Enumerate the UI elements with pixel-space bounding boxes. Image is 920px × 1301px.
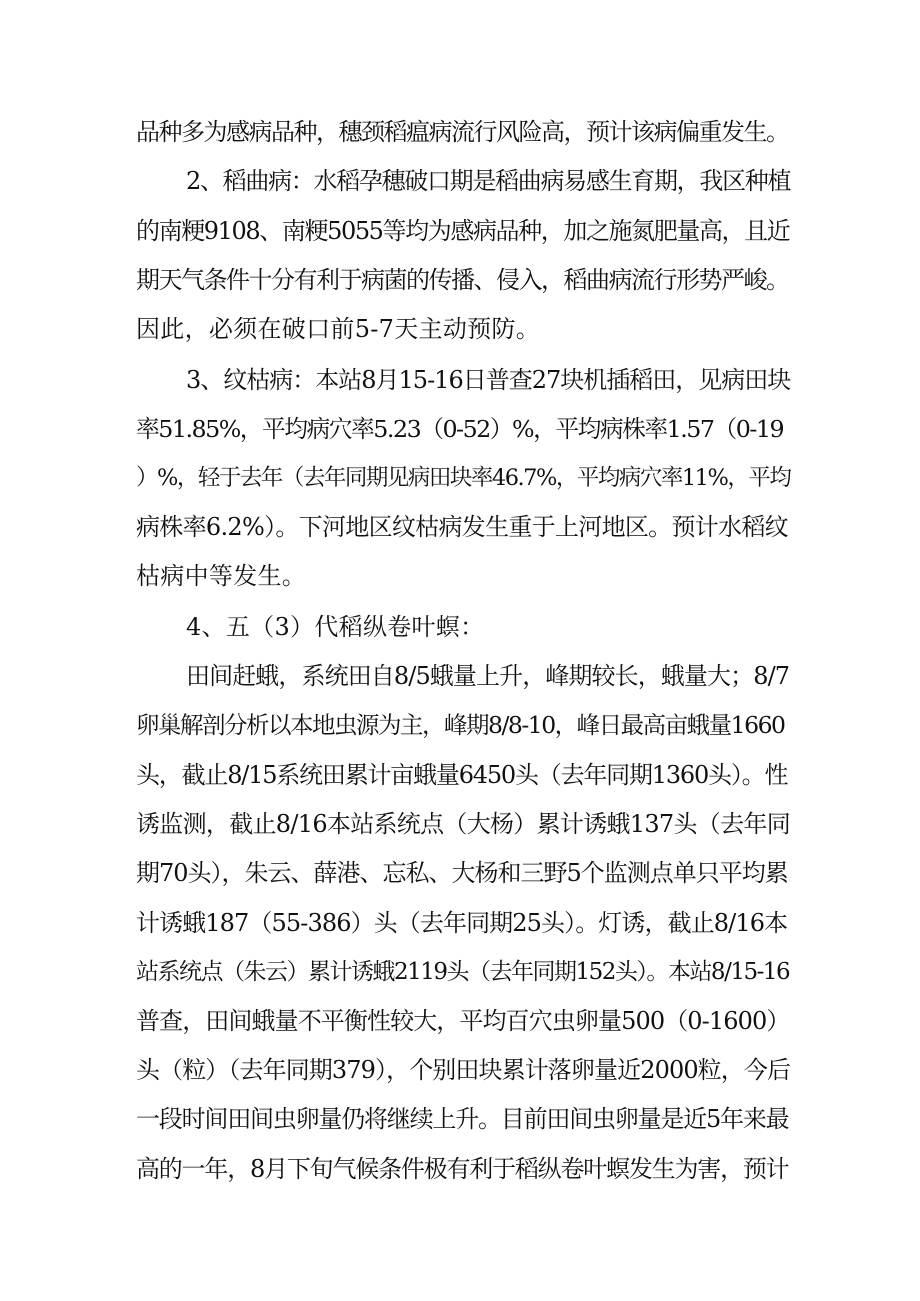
text-line: 枯病中等发生。	[136, 562, 307, 590]
text-line: 田间赶蛾，系统田自8/5蛾量上升，峰期较长，蛾量大；8/7	[186, 662, 790, 690]
text-line: 病株率6.2%）。下河地区纹枯病发生重于上河地区。预计水稻纹	[136, 513, 788, 541]
text-line: 诱监测，截止8/16本站系统点（大杨）累计诱蛾137头（去年同	[136, 810, 791, 838]
text-line: 普查，田间蛾量不平衡性较大，平均百穴虫卵量500（0-1600）	[136, 1007, 790, 1035]
text-line: 品种多为感病品种，穗颈稻瘟病流行风险高，预计该病偏重发生。	[136, 118, 789, 146]
text-line: 2、稻曲病：水稻孕穗破口期是稻曲病易感生育期，我区种植	[186, 167, 791, 195]
text-line: 4、五（3）代稻纵卷叶螟：	[186, 613, 485, 641]
text-line: 3、纹枯病：本站8月15-16日普查27块机插稻田，见病田块	[186, 366, 791, 394]
text-line: 的南粳9108、南粳5055等均为感病品种，加之施氮肥量高，且近	[136, 217, 790, 245]
text-line: 站系统点（朱云）累计诱蛾2119头（去年同期152头）。本站8/15-16	[136, 959, 790, 985]
text-line: 头，截止8/15系统田累计亩蛾量6450头（去年同期1360头）。性	[136, 761, 788, 789]
text-line: ）%，轻于去年（去年同期见病田块率46.7%，平均病穴率11%，平均	[136, 465, 791, 491]
text-line: 期天气条件十分有利于病菌的传播、侵入，稻曲病流行形势严峻。	[136, 266, 789, 294]
text-line: 计诱蛾187（55-386）头（去年同期25头）。灯诱，截止8/16本	[136, 909, 788, 937]
text-line: 因此，必须在破口前5-7天主动预防。	[136, 315, 541, 343]
text-line: 高的一年，8月下旬气候条件极有利于稻纵卷叶螟发生为害，预计	[136, 1155, 789, 1183]
text-line: 一段时间田间虫卵量仍将继续上升。目前田间虫卵量是近5年来最	[136, 1105, 789, 1133]
text-line: 期70头），朱云、薛港、忘私、大杨和三野5个监测点单只平均累	[136, 859, 788, 887]
text-line: 卵巢解剖分析以本地虫源为主，峰期8/8-10，峰日最高亩蛾量1660	[136, 711, 785, 739]
text-line: 头（粒）（去年同期379），个别田块累计落卵量近2000粒，今后	[136, 1056, 791, 1084]
text-line: 率51.85%，平均病穴率5.23（0-52）%，平均病株率1.57（0-19	[136, 415, 784, 443]
